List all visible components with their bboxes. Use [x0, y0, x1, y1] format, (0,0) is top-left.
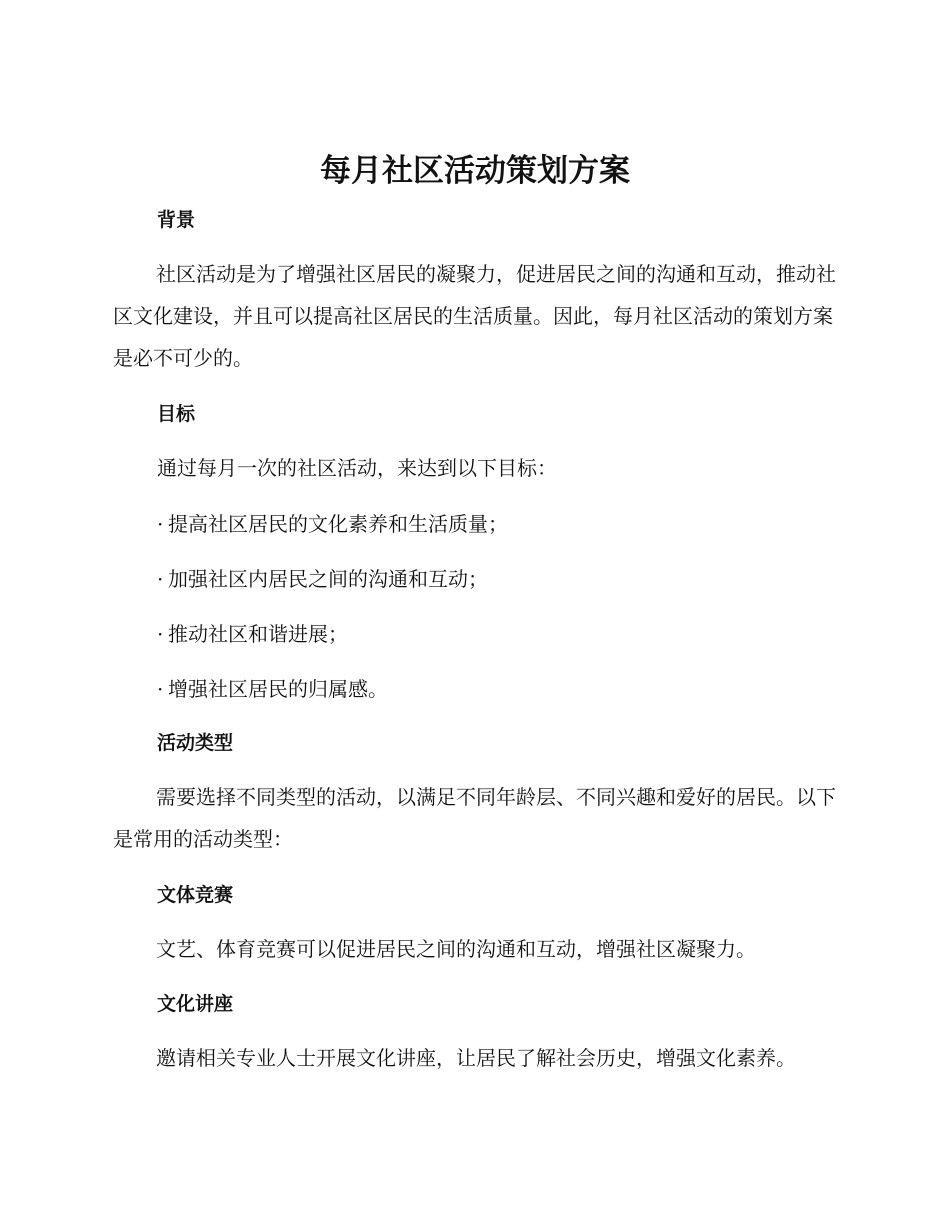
- list-item: [157, 510, 508, 538]
- document-title: 每月社区活动策划方案: [320, 153, 630, 189]
- list-item-text: 增强社区居民的归属感。: [168, 677, 388, 701]
- paragraph-competitions: 文艺、体育竞赛可以促进居民之间的沟通和互动，增强社区凝聚力。: [156, 937, 756, 961]
- list-item-text: 推动社区和谐进展；: [168, 622, 348, 646]
- heading-competitions: 文体竞赛: [157, 884, 234, 906]
- heading-goals: 目标: [157, 403, 196, 425]
- goals-intro: 通过每月一次的社区活动，来达到以下目标：: [157, 456, 557, 480]
- bullet-icon: ·: [157, 512, 164, 536]
- paragraph-background: 社区活动是为了增强社区居民的凝聚力，促进居民之间的沟通和互动，推动社区文化建设，并且可以提高社区居民的生活质量。因此，每月社区活动的策划方案是必不可少的。: [113, 262, 836, 370]
- list-item: [157, 675, 388, 703]
- bullet-icon: ·: [157, 677, 164, 701]
- heading-background: 背景: [157, 209, 196, 231]
- paragraph-activity-types: 需要选择不同类型的活动，以满足不同年龄层、不同兴趣和爱好的居民。以下是常用的活动类型：: [113, 785, 836, 851]
- heading-activity-types: 活动类型: [157, 732, 234, 754]
- list-item: [157, 565, 488, 593]
- heading-lectures: 文化讲座: [157, 993, 234, 1015]
- paragraph-lectures: 邀请相关专业人士开展文化讲座，让居民了解社会历史，增强文化素养。: [156, 1046, 796, 1070]
- list-item-text: 加强社区内居民之间的沟通和互动；: [168, 567, 488, 591]
- bullet-icon: ·: [157, 567, 164, 591]
- bullet-icon: ·: [157, 622, 164, 646]
- list-item-text: 提高社区居民的文化素养和生活质量；: [168, 512, 508, 536]
- list-item: [157, 620, 348, 648]
